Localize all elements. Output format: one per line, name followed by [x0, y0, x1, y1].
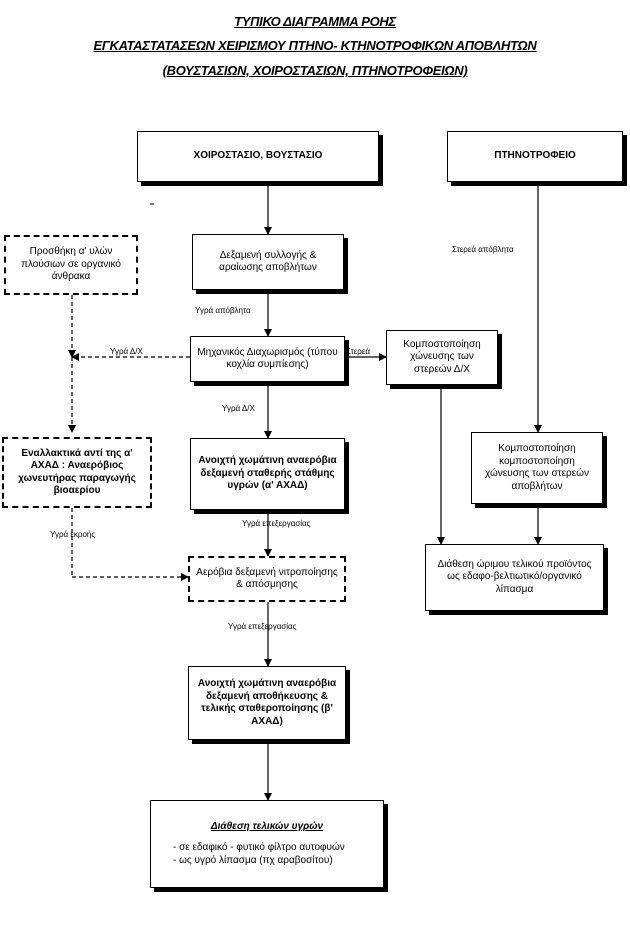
poultry-farm-box: ΠΤΗΝΟΤΡΟΦΕΙΟ	[447, 131, 623, 182]
diagram-title: ΤΥΠΙΚΟ ΔΙΑΓΡΑΜΜΑ ΡΟΗΣ	[234, 14, 396, 29]
collection-tank-box: Δεξαμενή συλλογής & αραίωσης αποβλήτων	[192, 234, 344, 290]
final-product-box: Διάθεση ώριμου τελικού προϊόντος ως εδαφο-βελτιωτικό/οργανικό λίπασμα	[425, 544, 604, 611]
final-liquids-list	[173, 842, 383, 866]
pig-cattle-farm-box: ΧΟΙΡΟΣΤΑΣΙΟ, ΒΟΥΣΤΑΣΙΟ	[137, 131, 379, 182]
final-liquids-title: Διάθεση τελικών υγρών	[210, 821, 324, 832]
label-liquid-dx-down: Υγρά Δ/Χ	[222, 404, 255, 413]
anaerobic-tank-box: Ανοιχτή χωμάτινη αναερόβια δεξαμενή σταθερής στάθμης υγρών (α' ΑΧΑΔ)	[190, 438, 345, 510]
storage-tank-box: Ανοιχτή χωμάτινη αναερόβια δεξαμενή αποθήκευσης & τελικής σταθεροποίησης (β' ΑΧΑΔ)	[188, 666, 346, 740]
label-liquid-dx-left: Υγρά Δ/Χ	[110, 347, 143, 356]
solids-composting-box: Κομποστοποίηση χώνευσης των στερεών Δ/Χ	[386, 330, 498, 385]
label-solids: Στερεά	[346, 347, 371, 356]
poultry-composting-box: Κομποστοποίηση κομποστοποίηση χώνευσης των στερεών αποβλήτων	[471, 432, 603, 504]
label-liquid-waste: Υγρά απόβλητα	[195, 306, 251, 315]
mechanical-separation-box: Μηχανικός Διαχωρισμός (τύπου κοχλία συμπίεσης)	[190, 336, 345, 382]
alternative-digester-box: Εναλλακτικά αντί της α' ΑΧΑΔ : Αναερόβιος χωνευτήρας παραγωγής βιοαερίου	[2, 437, 152, 508]
diagram-subtitle: ΕΓΚΑΤΑΣΤΑΤΑΣΕΩΝ ΧΕΙΡΙΣΜΟΥ ΠΤΗΝΟ- ΚΤΗΝΟΤΡΟΦΙΚΩΝ ΑΠΟΒΛΗΤΩΝ	[93, 38, 537, 53]
final-liquids-box	[150, 800, 384, 888]
list-item: - ως υγρό λίπασμα (πχ αραβοσίτου)	[173, 855, 383, 866]
label-liquid-effluent: Υγρά εκροής	[50, 530, 96, 539]
label-solid-waste: Στερεά απόβλητα	[452, 245, 514, 254]
label-liquid-processing-1: Υγρά επεξεργασίας	[242, 519, 311, 528]
diagram-subtitle-categories: (ΒΟΥΣΤΑΣΙΩΝ, ΧΟΙΡΟΣΤΑΣΙΩΝ, ΠΤΗΝΟΤΡΟΦΕΙΩΝ)	[162, 63, 468, 78]
coal-addition-box: Προσθήκη α' υλών πλούσιων σε οργανικό άνθρακα	[4, 235, 138, 295]
list-item: - σε εδαφικό - φυτικό φίλτρο αυτοφυών	[173, 842, 383, 853]
label-liquid-processing-2: Υγρά επεξεργασίας	[228, 622, 297, 631]
aerobic-tank-box: Αερόβια δεξαμενή νιτροποίησης & απόσμησης	[188, 556, 346, 602]
